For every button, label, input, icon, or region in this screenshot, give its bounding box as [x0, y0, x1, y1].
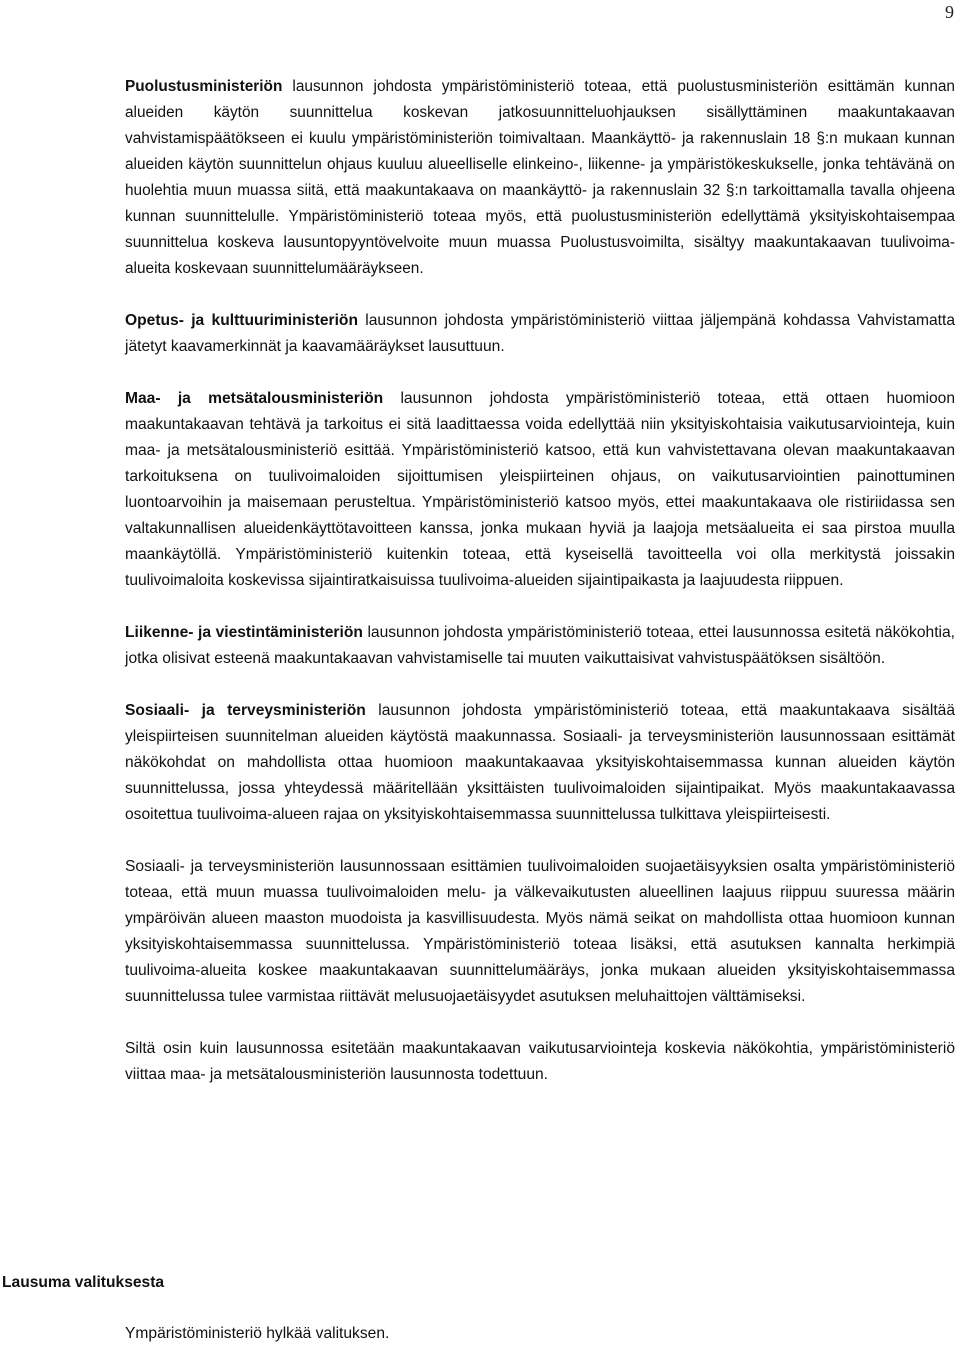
- paragraph-puolustusministerio: [125, 74, 955, 282]
- paragraph-vaikutusarvioinnit: [125, 1036, 955, 1088]
- paragraph-text: lausunnon johdosta ympäristöministeriö toteaa, että puolustusministeriön esittämän kunnan alueiden käytön suunnittelua koskevan jatkosuunnitteluohjauksen sisällyttäminen maakuntakaavan vahvistamispäätökseen ei kuulu ympäristöministeriön toimivaltaan. Maankäyttö- ja rakennuslain 18 §:n mukaan kunnan alueiden käytön suunnittelun ohjaus kuuluu alueelliselle elinkeino-, liikenne- ja ympäristökeskukselle, jonka tehtävänä on huolehtia muun muassa siitä, että maakuntakaava on maankäyttö- ja rakennuslain 32 §:n tarkoittamalla tavalla ohjeena kunnan suunnittelulle. Ympäristöministeriö toteaa myös, että puolustusministeriön edellyttämä yksityiskohtaisempaa suunnittelua koskeva lausuntopyyntövelvoite muun muassa Puolustusvoimilta, sisältyy maakuntakaavan tuulivoima-alueita koskevaan suunnittelumääräykseen.: [125, 78, 955, 277]
- paragraph-text: Siltä osin kuin lausunnossa esitetään maakuntakaavan vaikutusarviointeja koskevia näkökohtia, ympäristöministeriö viittaa maa- ja metsätalousministeriön lausunnosta todettuun.: [125, 1040, 955, 1083]
- paragraph-suojaetaisyydet: [125, 854, 955, 1010]
- section-heading: Lausuma valituksesta: [2, 1274, 165, 1291]
- document-body: [125, 74, 955, 1114]
- section-decision-text: Ympäristöministeriö hylkää valituksen.: [125, 1325, 390, 1342]
- paragraph-maa-ja-metsatalousministerio: [125, 386, 955, 594]
- paragraph-sosiaali-ja-terveysministerio: [125, 698, 955, 828]
- paragraph-lead: Puolustusministeriön: [125, 78, 283, 95]
- paragraph-text: lausunnon johdosta ympäristöministeriö toteaa, ettei lausunnossa esitetä näkökohtia, jotka olisivat esteenä maakuntakaavan vahvistamiselle tai muuten vaikuttaisivat vahvistuspäätöksen sisältöön.: [125, 624, 956, 667]
- paragraph-opetusministerio: [125, 308, 955, 360]
- paragraph-text: lausunnon johdosta ympäristöministeriö viittaa jäljempänä kohdassa Vahvistamatta jätetyt kaavamerkinnät ja kaavamääräykset lausuttuun.: [125, 312, 955, 355]
- paragraph-liikenneministerio: [125, 620, 955, 672]
- paragraph-text: Sosiaali- ja terveysministeriön lausunnossaan esittämien tuulivoimaloiden suojaetäisyyksien osalta ympäristöministeriö toteaa, että muun muassa tuulivoimaloiden melu- ja välkevaikutusten alueellinen laajuus riippuu suuressa määrin ympäröivän alueen maaston muodoista ja kasvillisuudesta. Myös nämä seikat on mahdollista ottaa huomioon kunnan yksityiskohtaisemmassa suunnittelussa. Ympäristöministeriö toteaa lisäksi, että asutuksen kannalta herkimpiä tuulivoima-alueita koskee maakuntakaavan suunnittelumääräys, jonka mukaan alueiden yksityiskohtaisemmassa suunnittelussa tulee varmistaa riittävät melusuojaetäisyydet asutuksen meluhaittojen välttämiseksi.: [125, 858, 955, 1005]
- paragraph-text: lausunnon johdosta ympäristöministeriö toteaa, että maakuntakaava sisältää yleispiirteisen suunnitelman alueiden käytöstä maakunnassa. Sosiaali- ja terveysministeriön lausunnossaan esittämät näkökohdat on mahdollista ottaa huomioon maakuntakaavaa yksityiskohtaisemmassa kunnan alueiden käytön suunnittelussa, jossa yhteydessä määritellään yksittäisten tuulivoimaloiden sijaintipaikat. Myös maakuntakaavassa osoitettua tuulivoima-alueen rajaa on yksityiskohtaisemmassa suunnittelussa tulkittava yleispiirteisesti.: [125, 702, 955, 823]
- page-number: 9: [945, 2, 954, 22]
- paragraph-text: lausunnon johdosta ympäristöministeriö toteaa, että ottaen huomioon maakuntakaavan tehtävä ja tarkoitus ei sitä laadittaessa voida edellyttää niin yksityiskohtaisia vaikutusarviointeja, kuin maa- ja metsätalousministeriö esittää. Ympäristöministeriö katsoo, että kun vahvistettavana olevan maakuntakaavan tarkoituksena on tuulivoimaloiden sijoittumisen yleispiirteinen ohjaus, on vaikutusarviointien painottuminen luontoarvoihin ja maisemaan perusteltua. Ympäristöministeriö katsoo myös, ettei maakuntakaava ole ristiriidassa sen valtakunnallisen alueidenkäyttötavoitteen kanssa, jonka mukaan hyviä ja laajoja metsäalueita ei saa pirstoa muulla maankäytöllä. Ympäristöministeriö kuitenkin toteaa, että kyseisellä tavoitteella voi olla merkitystä joissakin tuulivoimaloita koskevissa sijaintiratkaisuissa tuulivoima-alueiden sijaintipaikasta ja laajuudesta riippuen.: [125, 390, 955, 589]
- paragraph-lead: Maa- ja metsätalousministeriön: [125, 390, 384, 407]
- paragraph-lead: Liikenne- ja viestintäministeriön: [125, 624, 363, 641]
- paragraph-lead: Sosiaali- ja terveysministeriön: [125, 702, 366, 719]
- paragraph-lead: Opetus- ja kulttuuriministeriön: [125, 312, 358, 329]
